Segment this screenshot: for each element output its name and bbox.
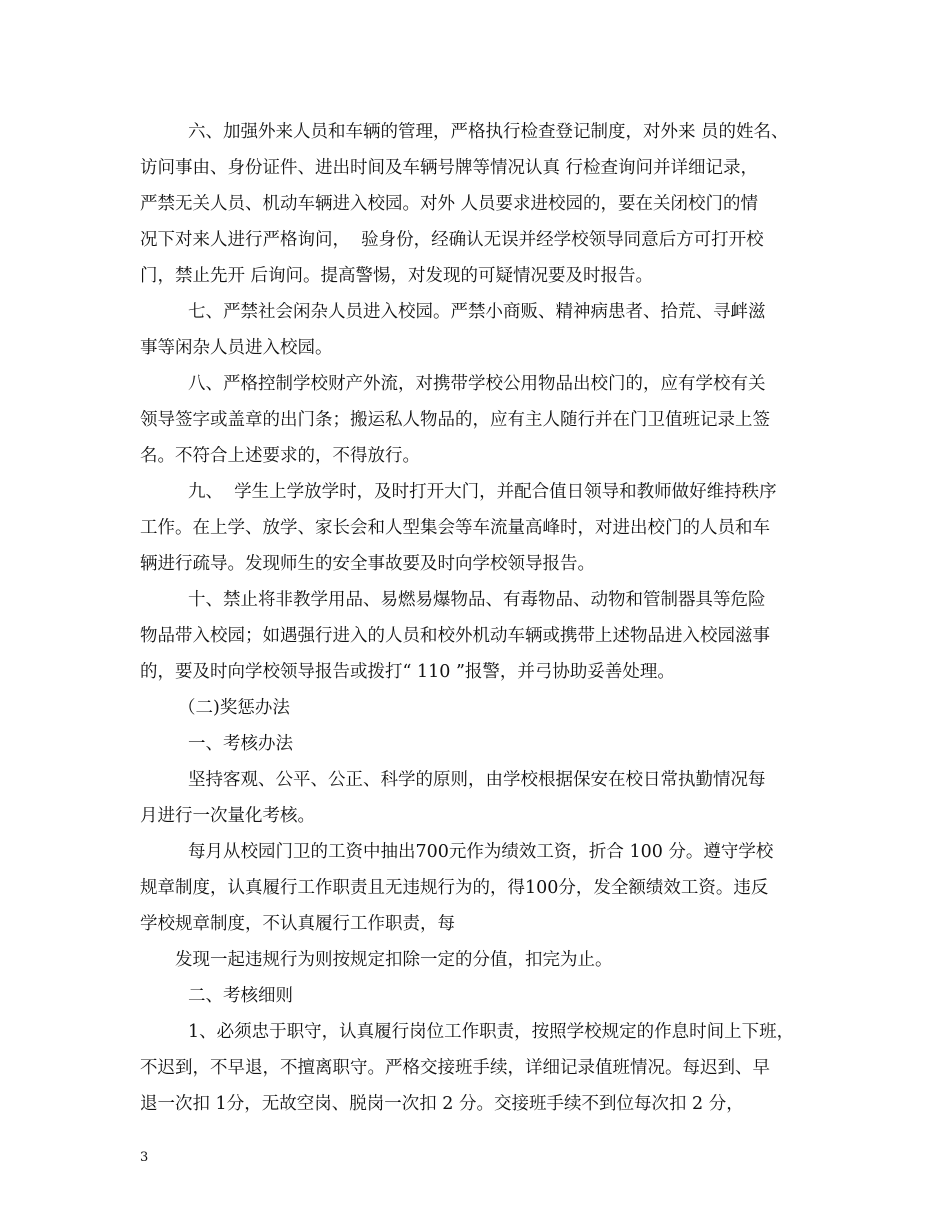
- text-line: 门，禁止先开 后询问。提高警惕，对发现的可疑情况要及时报告。: [140, 266, 654, 286]
- text-line: 访问事由、身份证件、进出时间及车辆号牌等情况认真 行检查询问并详细记录，: [140, 158, 759, 178]
- text-line: 九、 学生上学放学时，及时打开大门，并配合值日领导和教师做好维持秩序: [188, 482, 777, 502]
- page-number: 3: [140, 1150, 149, 1165]
- text-line: 六、加强外来人员和车辆的管理，严格执行检查登记制度，对外来 员的姓名、: [188, 122, 789, 142]
- section-heading: （二)奖惩办法: [178, 698, 290, 718]
- text-line: 1、必须忠于职守，认真履行岗位工作职责，按照学校规定的作息时间上下班，: [188, 1022, 795, 1042]
- text-line: 辆进行疏导。发现师生的安全事故要及时向学校领导报告。: [140, 554, 595, 574]
- subsection-heading: 一、考核办法: [188, 734, 293, 754]
- text-line: 工作。在上学、放学、家长会和人型集会等车流量高峰时，对进出校门的人员和车: [140, 518, 770, 538]
- text-line: 物品带入校园；如遇强行进入的人员和校外机动车辆或携带上述物品进入校园滋事: [140, 626, 770, 646]
- text-line: 名。不符合上述要求的，不得放行。: [140, 446, 420, 466]
- text-line: 不迟到，不早退，不擅离职守。严格交接班手续，详细记录值班情况。每迟到、早: [140, 1058, 770, 1078]
- text-line: 退一次扣 1分，无故空岗、脱岗一次扣 2 分。交接班手续不到位每次扣 2 分，: [140, 1094, 744, 1114]
- text-line: 规章制度，认真履行工作职责且无违规行为的，得100分，发全额绩效工资。违反: [140, 878, 769, 898]
- subsection-heading: 二、考核细则: [188, 986, 293, 1006]
- text-line: 八、严格控制学校财产外流，对携带学校公用物品出校门的，应有学校有关: [188, 374, 766, 394]
- text-line: 月进行一次量化考核。: [140, 806, 315, 826]
- text-line: 学校规章制度，不认真履行工作职责，每: [140, 914, 455, 934]
- text-line: 况下对来人进行严格询问， 验身份，经确认无误并经学校领导同意后方可打开校: [140, 230, 764, 250]
- text-line: 严禁无关人员、机动车辆进入校园。对外 人员要求进校园的，要在关闭校门的情: [140, 194, 759, 214]
- text-line: 的，要及时向学校领导报告或拨打“ 110 ”报警，并弓协助妥善处理。: [140, 662, 675, 682]
- text-line: 七、严禁社会闲杂人员进入校园。严禁小商贩、精神病患者、拾荒、寻衅滋: [188, 302, 766, 322]
- text-line: 发现一起违规行为则按规定扣除一定的分值，扣完为止。: [175, 950, 613, 970]
- text-line: 领导签字或盖章的出门条；搬运私人物品的，应有主人随行并在门卫值班记录上签: [140, 410, 770, 430]
- text-line: 十、禁止将非教学用品、易燃易爆物品、有毒物品、动物和管制器具等危险: [188, 590, 766, 610]
- text-line: 事等闲杂人员进入校园。: [140, 338, 333, 358]
- text-line: 每月从校园门卫的工资中抽出700元作为绩效工资，折合 100 分。遵守学校: [188, 842, 774, 862]
- text-line: 坚持客观、公平、公正、科学的原则，由学校根据保安在校日常执勤情况每: [188, 770, 766, 790]
